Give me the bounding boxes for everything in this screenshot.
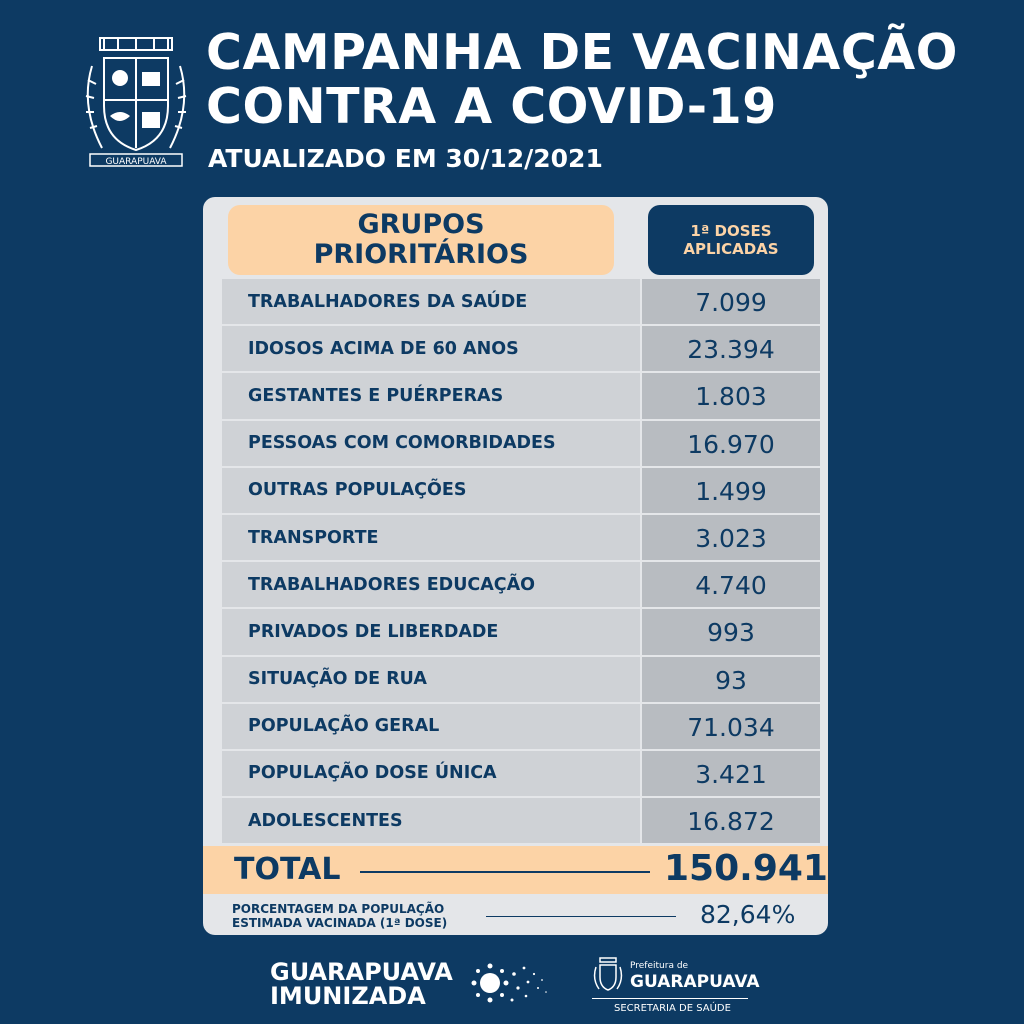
doses-header — [648, 205, 814, 275]
total-label: TOTAL — [234, 852, 341, 887]
row-label: TRABALHADORES EDUCAÇÃO — [222, 562, 640, 607]
groups-header — [228, 205, 614, 275]
table-row — [222, 279, 820, 326]
row-value: 16.872 — [642, 798, 820, 843]
table-row — [222, 421, 820, 468]
row-label: SITUAÇÃO DE RUA — [222, 657, 640, 702]
table-rows — [222, 279, 820, 845]
table-row — [222, 704, 820, 751]
row-label: PESSOAS COM COMORBIDADES — [222, 421, 640, 466]
health-secretariat: SECRETARIA DE SAÚDE — [614, 1003, 731, 1014]
row-value: 3.421 — [642, 751, 820, 796]
row-value: 16.970 — [642, 421, 820, 466]
table-row — [222, 751, 820, 798]
row-label: POPULAÇÃO GERAL — [222, 704, 640, 749]
row-value: 1.499 — [642, 468, 820, 513]
table-row — [222, 609, 820, 656]
campaign-logo-line-2: IMUNIZADA — [270, 982, 426, 1010]
percent-label — [232, 902, 447, 930]
percent-value: 82,64% — [700, 900, 796, 929]
prefecture-name: GUARAPUAVA — [630, 972, 760, 992]
campaign-logo-line-1: GUARAPUAVA — [270, 958, 453, 986]
prefecture-small-text: Prefeitura de — [630, 961, 689, 971]
row-value: 7.099 — [642, 279, 820, 324]
table-row — [222, 798, 820, 845]
percent-label-line-1: PORCENTAGEM DA POPULAÇÃO — [232, 902, 445, 916]
page-title — [206, 26, 958, 134]
campaign-logo — [270, 960, 453, 1008]
row-label: ADOLESCENTES — [222, 798, 640, 843]
row-value: 93 — [642, 657, 820, 702]
row-label: TRANSPORTE — [222, 515, 640, 560]
row-value: 23.394 — [642, 326, 820, 371]
row-value: 71.034 — [642, 704, 820, 749]
doses-header-line-1: 1ª DOSES — [690, 222, 772, 240]
percent-label-line-2: ESTIMADA VACINADA (1ª DOSE) — [232, 916, 448, 930]
table-row — [222, 373, 820, 420]
row-label: PRIVADOS DE LIBERDADE — [222, 609, 640, 654]
row-value: 1.803 — [642, 373, 820, 418]
row-label: GESTANTES E PUÉRPERAS — [222, 373, 640, 418]
title-line-1: CAMPANHA DE VACINAÇÃO — [206, 24, 958, 81]
table-row — [222, 657, 820, 704]
virus-icon — [466, 952, 552, 1014]
doses-header-line-2: APLICADAS — [683, 240, 779, 258]
title-line-2: CONTRA A COVID-19 — [206, 78, 777, 135]
table-row — [222, 326, 820, 373]
crest-banner-text: GUARAPUAVA — [105, 157, 167, 167]
total-divider — [360, 871, 650, 873]
prefecture-divider — [592, 998, 748, 999]
prefecture-crest-icon — [592, 957, 624, 993]
row-label: POPULAÇÃO DOSE ÚNICA — [222, 751, 640, 796]
row-value: 4.740 — [642, 562, 820, 607]
updated-date: ATUALIZADO EM 30/12/2021 — [208, 144, 603, 173]
groups-header-line-2: PRIORITÁRIOS — [313, 239, 529, 270]
row-label: OUTRAS POPULAÇÕES — [222, 468, 640, 513]
row-value: 993 — [642, 609, 820, 654]
row-label: IDOSOS ACIMA DE 60 ANOS — [222, 326, 640, 371]
total-value: 150.941 — [664, 848, 828, 889]
row-label: TRABALHADORES DA SAÚDE — [222, 279, 640, 324]
table-row — [222, 515, 820, 562]
groups-header-line-1: GRUPOS — [357, 209, 485, 240]
table-row — [222, 468, 820, 515]
row-value: 3.023 — [642, 515, 820, 560]
percent-divider — [486, 916, 676, 917]
city-crest-icon — [78, 36, 194, 176]
table-row — [222, 562, 820, 609]
